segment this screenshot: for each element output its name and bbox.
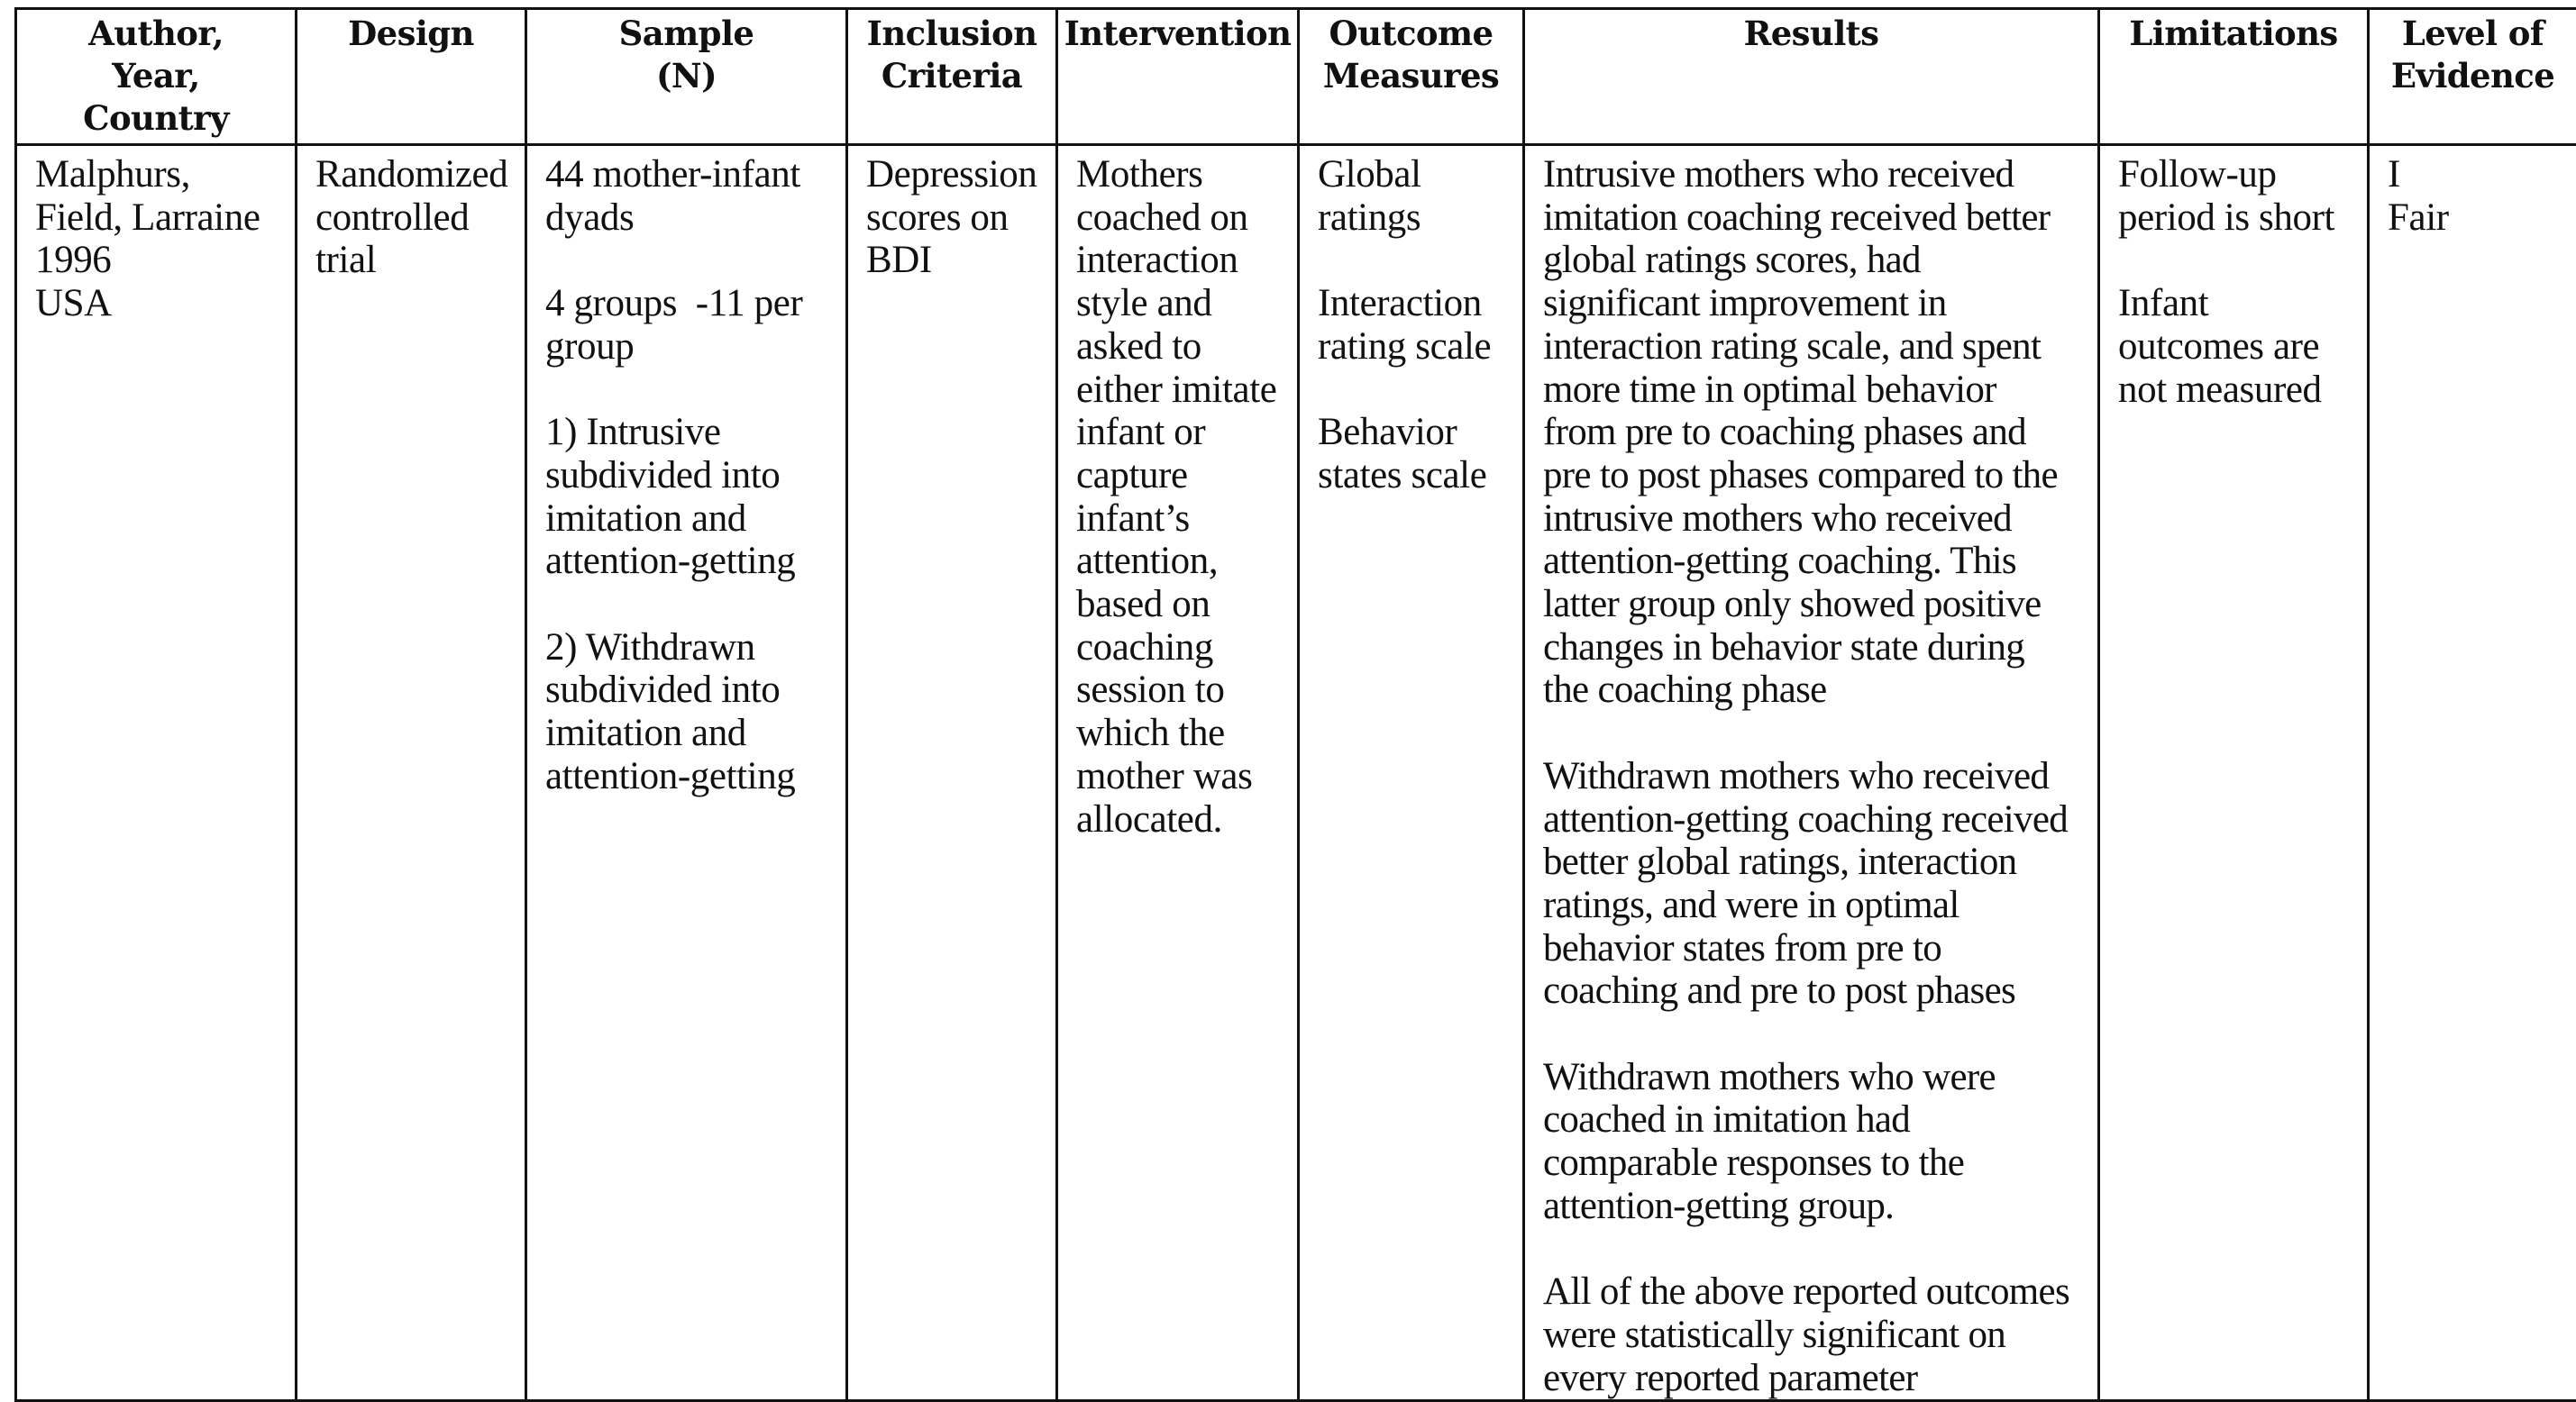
cell-text: controlled bbox=[315, 196, 516, 240]
cell-outcome-measures bbox=[1299, 145, 1524, 1401]
cell-text: Intrusive mothers who received bbox=[1543, 153, 2092, 196]
cell-text: which the bbox=[1076, 712, 1288, 755]
cell-text: 1) Intrusive bbox=[545, 411, 836, 454]
cell-text: were statistically significant on bbox=[1543, 1314, 2092, 1357]
cell-text: Withdrawn mothers who were bbox=[1543, 1056, 2092, 1099]
header-label: Limitations bbox=[2104, 13, 2363, 55]
cell-text: intrusive mothers who received bbox=[1543, 497, 2092, 541]
cell-text: capture bbox=[1076, 454, 1288, 497]
paragraph-gap bbox=[545, 583, 836, 626]
header-label: Sample bbox=[531, 13, 842, 55]
cell-text: states scale bbox=[1318, 454, 1513, 497]
header-label: Country bbox=[21, 97, 291, 140]
cell-text: asked to bbox=[1076, 325, 1288, 369]
cell-text: better global ratings, interaction bbox=[1543, 841, 2092, 884]
cell-text: allocated. bbox=[1076, 798, 1288, 842]
cell-text: imitation coaching received better bbox=[1543, 196, 2092, 240]
paragraph-gap bbox=[1543, 712, 2092, 755]
cell-text: coaching and pre to post phases bbox=[1543, 970, 2092, 1013]
header-author-year-country bbox=[16, 9, 297, 145]
cell-text: not measured bbox=[2118, 369, 2358, 412]
cell-text: Fair bbox=[2388, 196, 2567, 240]
cell-text: I bbox=[2388, 153, 2567, 196]
evidence-table bbox=[14, 7, 2576, 1402]
cell-text: subdivided into bbox=[545, 454, 836, 497]
cell-text: attention, bbox=[1076, 540, 1288, 583]
header-outcome-measures bbox=[1299, 9, 1524, 145]
header-label: Results bbox=[1529, 13, 2094, 55]
header-label: Author, bbox=[21, 13, 291, 55]
header-label: Outcome bbox=[1303, 13, 1519, 55]
paragraph-gap bbox=[1318, 369, 1513, 412]
header-row bbox=[16, 9, 2576, 145]
header-results bbox=[1524, 9, 2099, 145]
header-label: Intervention bbox=[1062, 13, 1293, 55]
header-sample bbox=[526, 9, 847, 145]
cell-text: attention-getting coaching received bbox=[1543, 798, 2092, 842]
cell-author bbox=[16, 145, 297, 1401]
cell-text: outcomes are bbox=[2118, 325, 2358, 369]
cell-text: infant or bbox=[1076, 411, 1288, 454]
cell-text: session to bbox=[1076, 669, 1288, 712]
cell-text: attention-getting bbox=[545, 540, 836, 583]
header-level-of-evidence bbox=[2369, 9, 2576, 145]
cell-text: dyads bbox=[545, 196, 836, 240]
cell-text: based on bbox=[1076, 583, 1288, 626]
cell-text: significant improvement in bbox=[1543, 282, 2092, 325]
cell-text: coached in imitation had bbox=[1543, 1098, 2092, 1142]
cell-text: changes in behavior state during bbox=[1543, 626, 2092, 669]
cell-results bbox=[1524, 145, 2099, 1401]
cell-text: Infant bbox=[2118, 282, 2358, 325]
cell-text: either imitate bbox=[1076, 369, 1288, 412]
cell-text: infant’s bbox=[1076, 497, 1288, 541]
cell-text: Mothers bbox=[1076, 153, 1288, 196]
header-design bbox=[297, 9, 526, 145]
header-label: Evidence bbox=[2373, 55, 2572, 97]
cell-text: Behavior bbox=[1318, 411, 1513, 454]
header-label: Design bbox=[301, 13, 521, 55]
cell-text: every reported parameter bbox=[1543, 1357, 2092, 1400]
cell-text: Malphurs, bbox=[35, 153, 286, 196]
cell-text: 4 groups -11 per bbox=[545, 282, 836, 325]
cell-text: Follow-up bbox=[2118, 153, 2358, 196]
cell-text: ratings bbox=[1318, 196, 1513, 240]
cell-text: more time in optimal behavior bbox=[1543, 369, 2092, 412]
cell-text: scores on bbox=[866, 196, 1046, 240]
header-label: (N) bbox=[531, 55, 842, 97]
cell-sample bbox=[526, 145, 847, 1401]
cell-limitations bbox=[2099, 145, 2369, 1401]
cell-text: Interaction bbox=[1318, 282, 1513, 325]
cell-level-of-evidence bbox=[2369, 145, 2576, 1401]
cell-text: latter group only showed positive bbox=[1543, 583, 2092, 626]
cell-text: from pre to coaching phases and bbox=[1543, 411, 2092, 454]
cell-text: rating scale bbox=[1318, 325, 1513, 369]
cell-text: coaching bbox=[1076, 626, 1288, 669]
paragraph-gap bbox=[545, 369, 836, 412]
header-limitations bbox=[2099, 9, 2369, 145]
cell-text: Field, Larraine bbox=[35, 196, 286, 240]
cell-text: trial bbox=[315, 239, 516, 282]
cell-text: 2) Withdrawn bbox=[545, 626, 836, 669]
cell-text: Global bbox=[1318, 153, 1513, 196]
cell-text: period is short bbox=[2118, 196, 2358, 240]
cell-text: Randomized bbox=[315, 153, 516, 196]
header-label: Year, bbox=[21, 55, 291, 97]
cell-text: imitation and bbox=[545, 497, 836, 541]
header-label: Inclusion bbox=[852, 13, 1052, 55]
cell-design bbox=[297, 145, 526, 1401]
cell-text: imitation and bbox=[545, 712, 836, 755]
paragraph-gap bbox=[1543, 1228, 2092, 1271]
cell-text: attention-getting bbox=[545, 755, 836, 798]
cell-text: Withdrawn mothers who received bbox=[1543, 755, 2092, 798]
cell-intervention bbox=[1057, 145, 1299, 1401]
cell-text: ratings, and were in optimal bbox=[1543, 884, 2092, 927]
cell-text: group bbox=[545, 325, 836, 369]
paragraph-gap bbox=[2118, 239, 2358, 282]
cell-text: attention-getting coaching. This bbox=[1543, 540, 2092, 583]
cell-text: coached on bbox=[1076, 196, 1288, 240]
cell-text: 44 mother-infant bbox=[545, 153, 836, 196]
cell-text: behavior states from pre to bbox=[1543, 927, 2092, 970]
header-label: Measures bbox=[1303, 55, 1519, 97]
header-intervention bbox=[1057, 9, 1299, 145]
cell-text: comparable responses to the bbox=[1543, 1142, 2092, 1185]
table-row bbox=[16, 145, 2576, 1401]
cell-text: the coaching phase bbox=[1543, 669, 2092, 712]
cell-text: Depression bbox=[866, 153, 1046, 196]
cell-text: style and bbox=[1076, 282, 1288, 325]
cell-text: attention-getting group. bbox=[1543, 1185, 2092, 1228]
cell-text: global ratings scores, had bbox=[1543, 239, 2092, 282]
header-inclusion-criteria bbox=[847, 9, 1057, 145]
cell-text: mother was bbox=[1076, 755, 1288, 798]
header-label: Criteria bbox=[852, 55, 1052, 97]
cell-text: subdivided into bbox=[545, 669, 836, 712]
header-label: Level of bbox=[2373, 13, 2572, 55]
cell-text: 1996 bbox=[35, 239, 286, 282]
cell-text: pre to post phases compared to the bbox=[1543, 454, 2092, 497]
paragraph-gap bbox=[1543, 1013, 2092, 1056]
paragraph-gap bbox=[1318, 239, 1513, 282]
cell-text: interaction rating scale, and spent bbox=[1543, 325, 2092, 369]
cell-text: interaction bbox=[1076, 239, 1288, 282]
cell-text: All of the above reported outcomes bbox=[1543, 1270, 2092, 1314]
cell-text: BDI bbox=[866, 239, 1046, 282]
cell-inclusion-criteria bbox=[847, 145, 1057, 1401]
paragraph-gap bbox=[545, 239, 836, 282]
cell-text: USA bbox=[35, 282, 286, 325]
